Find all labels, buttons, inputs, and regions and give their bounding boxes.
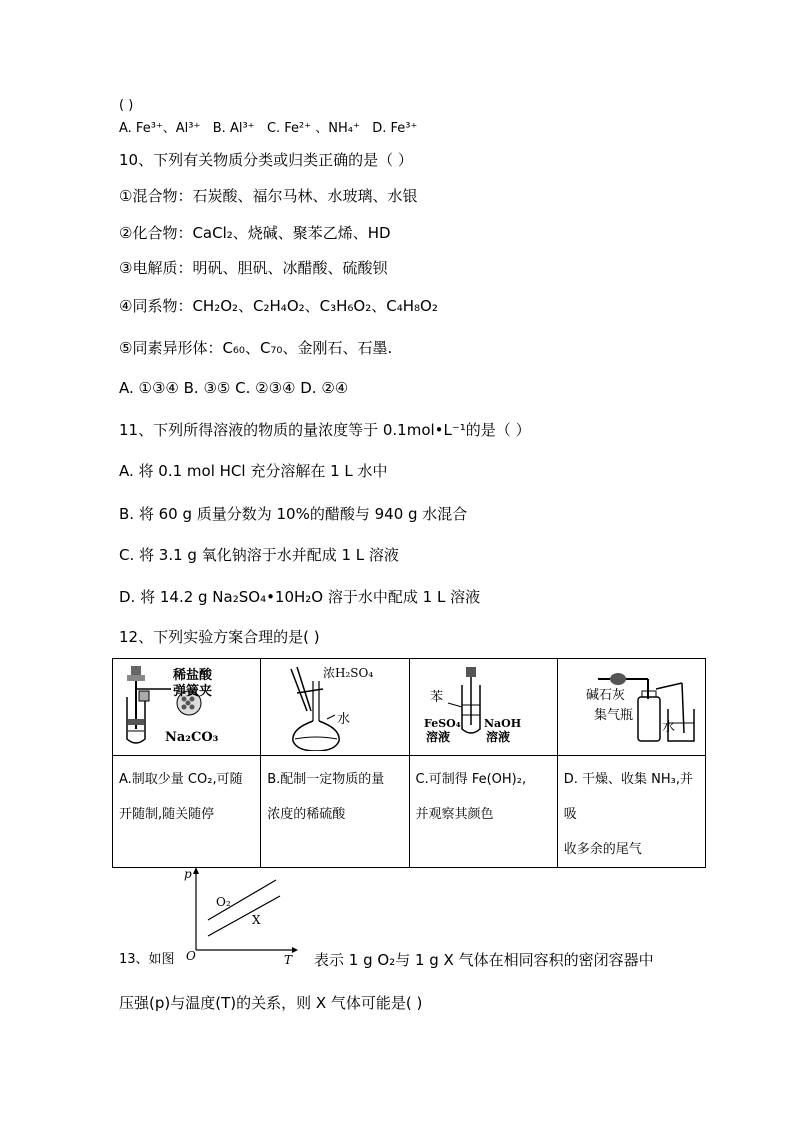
label-naoh-solution: 溶液	[485, 730, 510, 744]
q12-figure-b	[261, 659, 409, 756]
label-conc-h2so4: 浓H₂SO₄	[323, 666, 374, 680]
q9-option-a: A. Fe³⁺、Al³⁺	[119, 121, 201, 136]
q11-option-d: D. 将 14.2 g Na₂SO₄•10H₂O 溶于水中配成 1 L 溶液	[119, 588, 481, 606]
origin-label: O	[186, 949, 196, 963]
q9-option-c: C. Fe²⁺ 、NH₄⁺	[266, 121, 360, 136]
q10-options: A. ①③④ B. ③⑤ C. ②③④ D. ②④	[119, 379, 349, 397]
axis-p-label: p	[184, 867, 192, 881]
q10-item-5: ⑤同素异形体：C₆₀、C₇₀、金刚石、石墨.	[119, 339, 393, 357]
q10-item-2: ②化合物：CaCl₂、烧碱、聚苯乙烯、HD	[119, 224, 391, 242]
axis-t-label: T	[284, 953, 293, 966]
q12-figure-c	[409, 659, 557, 756]
x-curve-label: X	[252, 913, 261, 927]
q13-stem-line2: 压强(p)与温度(T)的关系，则 X 气体可能是( )	[119, 994, 423, 1012]
ammonia-collection-illustration	[558, 659, 725, 751]
co2-generator-illustration	[113, 659, 259, 751]
q10-item-1: ①混合物：石炭酸、福尔马林、水玻璃、水银	[119, 187, 418, 205]
label-feso4: FeSO₄	[423, 717, 461, 730]
q12-caption-d	[557, 756, 705, 868]
label-water-b: 水	[337, 712, 351, 727]
label-na2co3: Na₂CO₃	[165, 730, 219, 745]
q13-stem-prefix: 13、如图	[119, 952, 175, 967]
q11-option-b: B. 将 60 g 质量分数为 10%的醋酸与 940 g 水混合	[119, 505, 468, 523]
caption-c-line2: 并观察其颜色	[415, 807, 494, 822]
fe-oh2-test-tube-illustration	[410, 659, 543, 751]
q12-figure-d	[557, 659, 705, 756]
caption-d-line1: D. 干燥、收集 NH₃,并吸	[563, 772, 694, 822]
q10-stem: 10、下列有关物质分类或归类正确的是（ ）	[119, 151, 413, 169]
q11-option-a: A. 将 0.1 mol HCl 充分溶解在 1 L 水中	[119, 462, 388, 480]
q11-option-c: C. 将 3.1 g 氧化钠溶于水并配成 1 L 溶液	[119, 546, 399, 564]
caption-a-line2: 开随制,随关随停	[119, 807, 215, 822]
caption-d-line2: 收多余的尾气	[563, 842, 642, 857]
q12-caption-a	[113, 756, 261, 868]
q11-stem: 11、下列所得溶液的物质的量浓度等于 0.1mol•L⁻¹的是（ ）	[119, 421, 531, 439]
label-spring-clip: 弹簧夹	[173, 684, 213, 699]
q9-answer-paren: ( )	[119, 98, 134, 113]
o2-curve-label: O₂	[216, 895, 231, 909]
volumetric-flask-illustration	[261, 659, 407, 751]
label-dilute-hcl: 稀盐酸	[173, 668, 213, 683]
q12-caption-b	[261, 756, 409, 868]
label-water-d: 水	[661, 720, 675, 735]
q12-options-table	[112, 658, 706, 868]
q12-caption-c	[409, 756, 557, 868]
caption-a-line1: A.制取少量 CO₂,可随	[119, 772, 243, 787]
q9-option-b: B. Al³⁺	[212, 121, 255, 136]
caption-c-line1: C.可制得 Fe(OH)₂,	[415, 772, 527, 787]
q10-item-4: ④同系物：CH₂O₂、C₂H₄O₂、C₃H₆O₂、C₄H₈O₂	[119, 297, 438, 315]
q13-stem-suffix: 表示 1 g O₂与 1 g X 气体在相同容积的密闭容器中	[314, 951, 654, 969]
q9-options	[119, 119, 417, 139]
label-gas-bottle: 集气瓶	[593, 708, 633, 723]
label-benzene: 苯	[429, 690, 443, 705]
caption-b-line2: 浓度的稀硫酸	[267, 807, 346, 822]
label-feso4-solution: 溶液	[425, 730, 450, 744]
q12-figure-a	[113, 659, 261, 756]
label-naoh: NaOH	[483, 717, 521, 730]
label-soda-lime: 碱石灰	[585, 688, 625, 703]
q12-stem: 12、下列实验方案合理的是( )	[119, 628, 320, 646]
q13-pressure-temperature-graph	[180, 862, 300, 966]
q10-item-3: ③电解质：明矾、胆矾、冰醋酸、硫酸钡	[119, 259, 388, 277]
q9-option-d: D. Fe³⁺	[372, 121, 418, 136]
caption-b-line1: B.配制一定物质的量	[267, 772, 385, 787]
